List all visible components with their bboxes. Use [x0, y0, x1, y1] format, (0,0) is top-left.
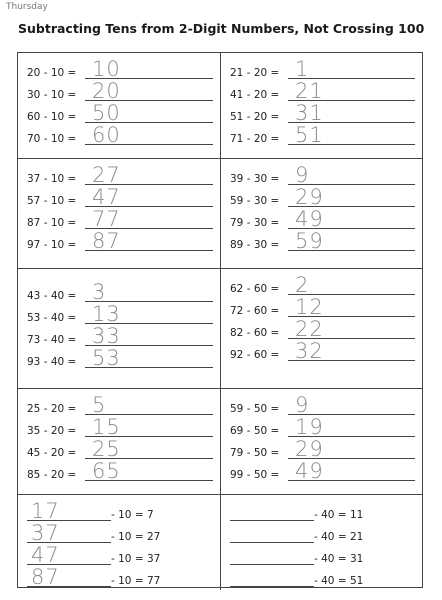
problem-row — [18, 229, 220, 254]
answer: 60 — [92, 123, 121, 147]
question: 37 - 10 = — [27, 173, 77, 185]
question: 59 - 50 = — [230, 403, 280, 415]
answer: 1 — [295, 57, 310, 81]
answer: 49 — [295, 459, 324, 483]
problem-row — [221, 339, 422, 364]
question: 73 - 40 = — [27, 334, 77, 346]
answer: 65 — [92, 459, 121, 483]
worksheet-grid — [17, 52, 423, 588]
problem-row — [18, 459, 220, 484]
problem-row — [221, 502, 422, 524]
problem-row — [221, 546, 422, 568]
box-1-right — [221, 53, 422, 159]
question: 21 - 20 = — [230, 67, 280, 79]
question: 45 - 20 = — [27, 447, 77, 459]
question: 97 - 10 = — [27, 239, 77, 251]
problem-row — [221, 568, 422, 590]
worksheet-title: Subtracting Tens from 2-Digit Numbers, Not Crossing 100 — [18, 21, 425, 36]
question: 72 - 60 = — [230, 305, 280, 317]
answer: 59 — [295, 229, 324, 253]
answer: 5 — [92, 393, 107, 417]
answer: 15 — [92, 415, 121, 439]
question: 99 - 50 = — [230, 469, 280, 481]
problem-row — [18, 123, 220, 148]
answer: 27 — [92, 163, 121, 187]
answer: 19 — [295, 415, 324, 439]
question: - 10 = 27 — [111, 531, 161, 543]
question: 60 - 10 = — [27, 111, 77, 123]
answer: 17 — [31, 499, 60, 523]
answer: 77 — [92, 207, 121, 231]
question: 89 - 30 = — [230, 239, 280, 251]
answer: 47 — [92, 185, 121, 209]
question: - 40 = 11 — [314, 509, 364, 521]
answer: 2 — [295, 273, 310, 297]
answer: 13 — [92, 302, 121, 326]
question: 30 - 10 = — [27, 89, 77, 101]
question: 70 - 10 = — [27, 133, 77, 145]
box-2-right — [221, 159, 422, 269]
answer: 9 — [295, 393, 310, 417]
answer: 3 — [92, 280, 107, 304]
answer: 9 — [295, 163, 310, 187]
box-5-left — [18, 495, 221, 590]
box-4-right — [221, 389, 422, 495]
answer-line — [230, 519, 314, 521]
answer: 87 — [31, 565, 60, 589]
question: 59 - 30 = — [230, 195, 280, 207]
question: 79 - 30 = — [230, 217, 280, 229]
problem-row — [221, 229, 422, 254]
answer: 20 — [92, 79, 121, 103]
question: - 10 = 7 — [111, 509, 154, 521]
answer: 12 — [295, 295, 324, 319]
answer: 25 — [92, 437, 121, 461]
answer: 22 — [295, 317, 324, 341]
problem-row — [221, 123, 422, 148]
box-1-left — [18, 53, 221, 159]
question: 85 - 20 = — [27, 469, 77, 481]
question: 92 - 60 = — [230, 349, 280, 361]
answer: 53 — [92, 346, 121, 370]
question: 53 - 40 = — [27, 312, 77, 324]
answer: 29 — [295, 437, 324, 461]
answer: 21 — [295, 79, 324, 103]
problem-row — [18, 565, 220, 590]
answer: 87 — [92, 229, 121, 253]
box-3-right — [221, 269, 422, 389]
answer: 32 — [295, 339, 324, 363]
answer: 31 — [295, 101, 324, 125]
question: 87 - 10 = — [27, 217, 77, 229]
question: 93 - 40 = — [27, 356, 77, 368]
question: 43 - 40 = — [27, 290, 77, 302]
answer: 47 — [31, 543, 60, 567]
question: 20 - 10 = — [27, 67, 77, 79]
answer-line — [230, 585, 314, 587]
question: 39 - 30 = — [230, 173, 280, 185]
question: 35 - 20 = — [27, 425, 77, 437]
answer: 50 — [92, 101, 121, 125]
question: - 40 = 21 — [314, 531, 364, 543]
problem-row — [221, 459, 422, 484]
box-4-left — [18, 389, 221, 495]
answer: 29 — [295, 185, 324, 209]
answer-line — [230, 563, 314, 565]
day-label: Thursday — [6, 2, 48, 12]
question: 69 - 50 = — [230, 425, 280, 437]
answer-line — [230, 541, 314, 543]
question: 51 - 20 = — [230, 111, 280, 123]
question: 57 - 10 = — [27, 195, 77, 207]
question: - 40 = 31 — [314, 553, 364, 565]
question: 62 - 60 = — [230, 283, 280, 295]
question: - 10 = 77 — [111, 575, 161, 587]
question: - 10 = 37 — [111, 553, 161, 565]
box-2-left — [18, 159, 221, 269]
question: 71 - 20 = — [230, 133, 280, 145]
answer: 49 — [295, 207, 324, 231]
question: 25 - 20 = — [27, 403, 77, 415]
question: 82 - 60 = — [230, 327, 280, 339]
answer: 10 — [92, 57, 121, 81]
answer: 33 — [92, 324, 121, 348]
answer: 51 — [295, 123, 324, 147]
question: 41 - 20 = — [230, 89, 280, 101]
answer: 37 — [31, 521, 60, 545]
box-3-left — [18, 269, 221, 389]
problem-row — [221, 524, 422, 546]
problem-row — [18, 346, 220, 371]
question: - 40 = 51 — [314, 575, 364, 587]
question: 79 - 50 = — [230, 447, 280, 459]
box-5-right — [221, 495, 422, 590]
